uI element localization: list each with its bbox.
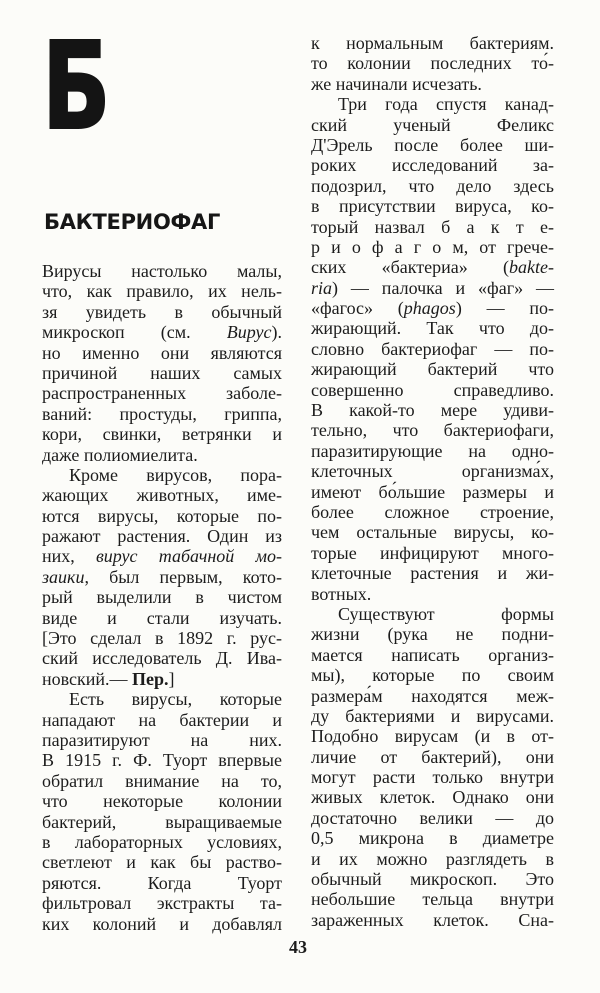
text-line: Подобно вирусам (и в от- [311,726,554,747]
text-line: ются вирусы, которые по- [42,505,282,526]
text-line: ражают растения. Один из [42,526,282,547]
text-line: жирающий бактерий что [311,359,554,380]
text-line: и их можно разглядеть в [311,848,554,869]
text-line: клеточные растения и жи- [311,563,554,584]
text-line: достаточно велики — до [311,807,554,828]
text-line: торый назвал б а к т е- [311,216,554,237]
text-line: светлеют и как бы раство- [42,852,282,873]
text-line: новский.— Пер.] [42,668,175,689]
text-line: тельно, что бактериофаги, [311,420,554,441]
text-line: жающих животных, име- [42,485,282,506]
text-line: торые инфицируют много- [311,542,554,563]
text-line: что, как правило, их нель- [42,281,282,302]
text-line: к нормальным бактериям. [311,33,554,53]
text-line: могут расти только внутри [311,767,554,788]
text-line: мается написать организ- [311,644,554,665]
text-line: Д'Эрель после более ши- [311,134,554,155]
column-right [311,33,554,930]
text-line: Кроме вирусов, пора- [69,464,282,485]
text-line: ваний: простуды, гриппа, [42,403,282,424]
text-line: Вирусы настолько малы, [42,261,282,281]
text-line: в присутствии вируса, ко- [311,196,554,217]
text-line: словно бактериофаг — по- [311,338,554,359]
text-line: небольшие тельца внутри [311,889,554,910]
text-line: зя увидеть в обычный [42,301,282,322]
text-line: подозрил, что дело здесь [311,175,554,196]
text-line: фильтровал экстракты та- [42,893,282,914]
text-line: нападают на бактерии и [42,709,282,730]
text-line: роких исследований за- [311,155,554,176]
text-line: паразитирующие на одно- [311,440,554,461]
text-line: ria) — палочка и «фаг» — [311,277,554,298]
text-line: виде и стали изучать. [42,607,282,628]
text-line: [Это сделал в 1892 г. рус- [42,628,282,649]
text-line: паразитируют на них. [42,729,282,750]
text-line: В 1915 г. Ф. Туорт впервые [42,750,282,771]
text-line: ских «бактериа» (bakte- [311,257,554,278]
text-line: рый выделили в чистом [42,587,282,608]
page-number: 43 [289,937,307,957]
text-line: них, вирус табачной мо- [42,546,282,567]
text-line: но именно они являются [42,342,282,363]
text-line: даже полиомиелита. [42,444,198,465]
text-line: Существуют формы [338,603,554,624]
text-line: р и о ф а г о м, от грече- [311,236,554,257]
column-left [42,261,282,934]
text-line: обратил внимание на то, [42,770,282,791]
text-line: вотных. [311,583,372,604]
text-line: чем остальные вирусы, ко- [311,522,554,543]
text-line: распространенных заболе- [42,383,282,404]
text-line: Три года спустя канад- [338,94,554,115]
text-line: в лабораторных условиях, [42,831,282,852]
text-line: ких колоний и добавлял [42,913,282,934]
text-line: причиной наших самых [42,362,282,383]
article-heading: БАКТЕРИОФАГ [44,210,221,234]
text-line: зараженных клеток. Сна- [311,909,554,930]
text-line: то колонии последних то́- [311,53,554,74]
text-line: размера́м находятся меж- [311,685,554,706]
text-line: заики, был первым, кото- [42,566,282,587]
text-line: «фагос» (phagos) — по- [311,298,554,319]
text-line: более сложное строение, [311,501,554,522]
text-line: имеют бо́льшие размеры и [311,481,554,502]
text-line: личие от бактерий), они [311,746,554,767]
text-line: ду бактериями и вирусами. [311,705,554,726]
text-line: В какой-то мере удиви- [311,400,554,421]
text-line: кори, свинки, ветрянки и [42,424,282,445]
text-line: бактерий, выращиваемые [42,811,282,832]
text-line: жирающий. Так что до- [311,318,554,339]
dropcap-letter: Б [42,18,111,157]
text-line: ский исследователь Д. Ива- [42,648,282,669]
text-line: Есть вирусы, которые [69,689,282,710]
text-line: мы), которые по своим [311,665,554,686]
text-line: ряются. Когда Туорт [42,872,282,893]
text-line: совершенно справедливо. [311,379,554,400]
text-line: 0,5 микрона в диаметре [311,828,554,849]
text-line: микроскоп (см. Вирус). [42,322,282,343]
text-line: живых клеток. Однако они [311,787,554,808]
text-line: же начинали исчезать. [311,73,482,94]
text-line: что некоторые колонии [42,791,282,812]
text-line: ский ученый Феликс [311,114,554,135]
text-line: обычный микроскоп. Это [311,869,554,890]
text-line: жизни (рука не подни- [311,624,554,645]
text-line: клеточных организма́х, [311,461,554,482]
